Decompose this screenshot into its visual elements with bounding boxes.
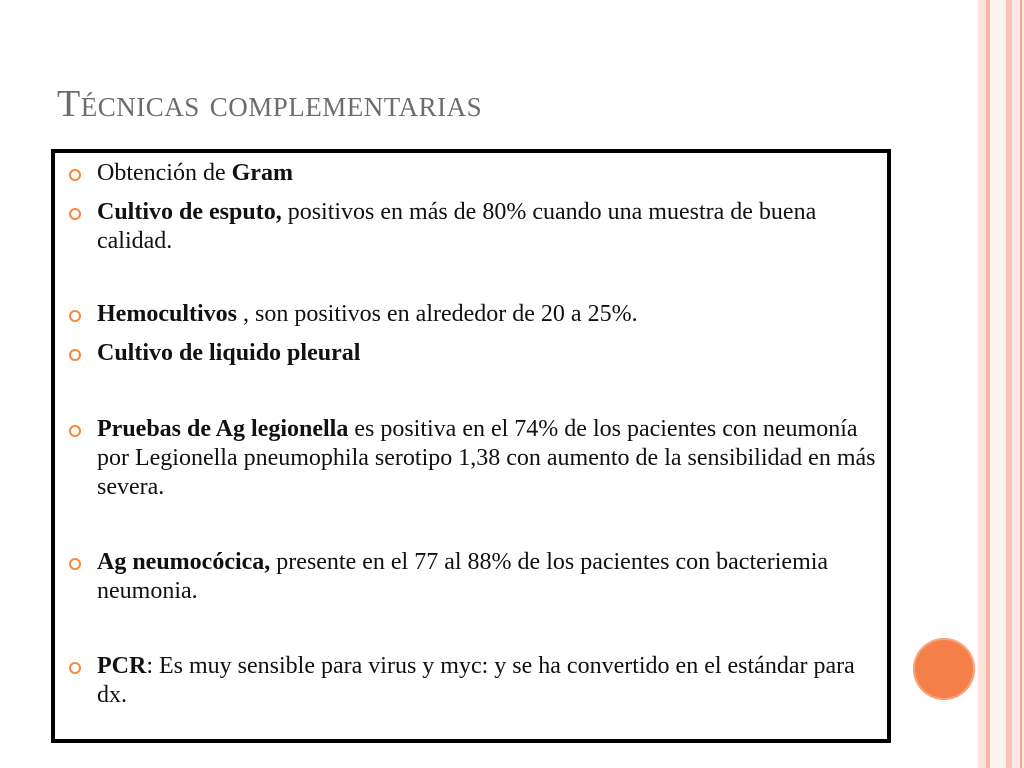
decor-stripe [1020,0,1022,768]
bullet-marker-icon [69,310,81,322]
bullet-text: Obtención de Gram [97,160,293,186]
bullet-text: Cultivo de esputo, positivos en más de 80% cuando una muestra de buena calidad. [97,199,817,254]
decor-stripe [1012,0,1024,768]
slide-title: Técnicas complementarias [57,83,483,125]
bullet-text: Cultivo de liquido pleural [97,340,361,366]
bullet-text: Hemocultivos , son positivos en alrededor de 20 a 25%. [97,301,638,327]
bullet-marker-icon [69,169,81,181]
bullet-marker-icon [69,349,81,361]
bullet-marker-icon [69,558,81,570]
decor-stripe [978,0,986,768]
bullet-marker-icon [69,662,81,674]
bullet-marker-icon [69,208,81,220]
content-box [51,149,891,743]
bullet-text: Ag neumocócica, presente en el 77 al 88% de los pacientes con bacteriemia neumonia. [97,549,829,604]
bullet-text: Pruebas de Ag legionella es positiva en el 74% de los pacientes con neumonía por Legionella pneumophila serotipo 1,38 con aumento de la sensibilidad en más severa. [97,416,876,500]
decor-stripe [990,0,1006,768]
bullet-marker-icon [69,425,81,437]
decor-circle [913,638,975,700]
bullet-text: PCR: Es muy sensible para virus y myc: y se ha convertido en el estándar para dx. [97,653,855,708]
